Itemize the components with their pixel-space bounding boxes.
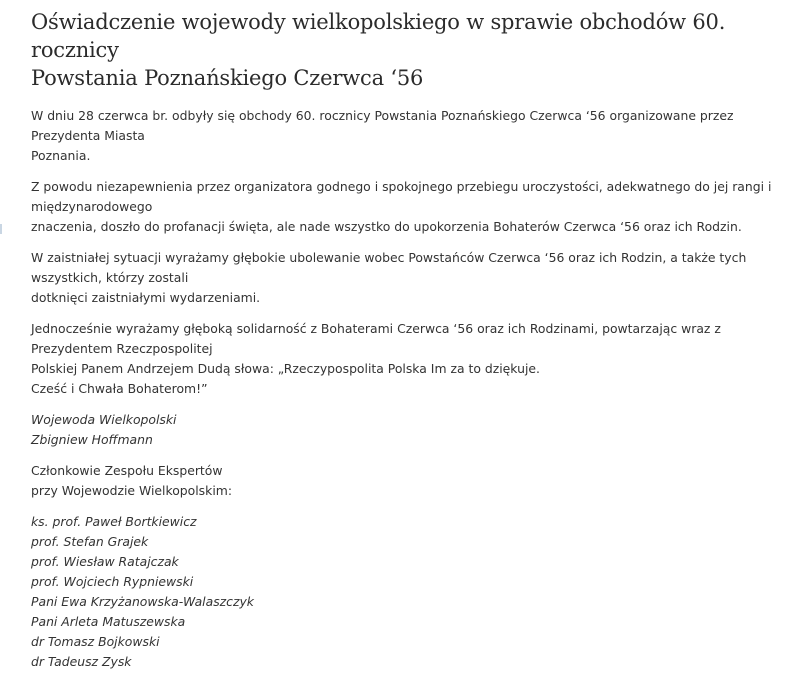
paragraph-line: Polskiej Panem Andrzejem Dudą słowa: „Rzeczypospolita Polska Im za to dziękuje. — [31, 361, 540, 376]
experts-list — [31, 512, 791, 672]
paragraph-solidarity — [31, 319, 791, 399]
list-item: Pani Arleta Matuszewska — [31, 614, 186, 629]
paragraph-line: dotknięci zaistniałymi wydarzeniami. — [31, 290, 261, 305]
article-title-line: Oświadczenie wojewody wielkopolskiego w sprawie obchodów 60. rocznicy — [31, 10, 726, 62]
paragraph-line: W dniu 28 czerwca br. odbyły się obchody 60. rocznicy Powstania Poznańskiego Czerwca ‘56 organizowane przez Prezydenta Miasta — [31, 108, 734, 143]
list-item: ks. prof. Paweł Bortkiewicz — [31, 514, 197, 529]
list-item: prof. Wojciech Rypniewski — [31, 574, 194, 589]
paragraph-regret — [31, 248, 791, 308]
paragraph-line: Poznania. — [31, 148, 91, 163]
experts-header-line: przy Wojewodzie Wielkopolskim: — [31, 483, 233, 498]
list-item: Pani Ewa Krzyżanowska-Walaszczyk — [31, 594, 254, 609]
list-item: dr Tomasz Bojkowski — [31, 634, 160, 649]
paragraph-line: Jednocześnie wyrażamy głęboką solidarność z Bohaterami Czerwca ‘56 oraz ich Rodzinami, powtarzając wraz z Prezydentem Rzeczpospolitej — [31, 321, 721, 356]
paragraph-line: znaczenia, doszło do profanacji święta, ale nade wszystko do upokorzenia Bohaterów Czerwca ‘56 oraz ich Rodzin. — [31, 219, 742, 234]
experts-header — [31, 461, 791, 501]
paragraph-line: Cześć i Chwała Bohaterom!” — [31, 381, 208, 396]
list-item: dr Tadeusz Zysk — [31, 654, 132, 669]
experts-header-line: Członkowie Zespołu Ekspertów — [31, 463, 223, 478]
article-title-line: Powstania Poznańskiego Czerwca ‘56 — [31, 66, 424, 90]
signature-name: Zbigniew Hoffmann — [31, 432, 153, 447]
paragraph-reason — [31, 177, 791, 237]
article-title — [31, 8, 791, 92]
paragraph-line: Z powodu niezapewnienia przez organizatora godnego i spokojnego przebiegu uroczystości, adekwatnego do jej rangi i międzynarodowego — [31, 179, 772, 214]
left-edge-marker — [0, 224, 2, 234]
paragraph-line: W zaistniałej sytuacji wyrażamy głębokie ubolewanie wobec Powstańców Czerwca ‘56 oraz ich Rodzin, a także tych wszystkich, którzy zostali — [31, 250, 747, 285]
signature-block — [31, 410, 791, 450]
list-item: prof. Wiesław Ratajczak — [31, 554, 179, 569]
signature-role: Wojewoda Wielkopolski — [31, 412, 177, 427]
paragraph-intro — [31, 106, 791, 166]
list-item: prof. Stefan Grajek — [31, 534, 149, 549]
